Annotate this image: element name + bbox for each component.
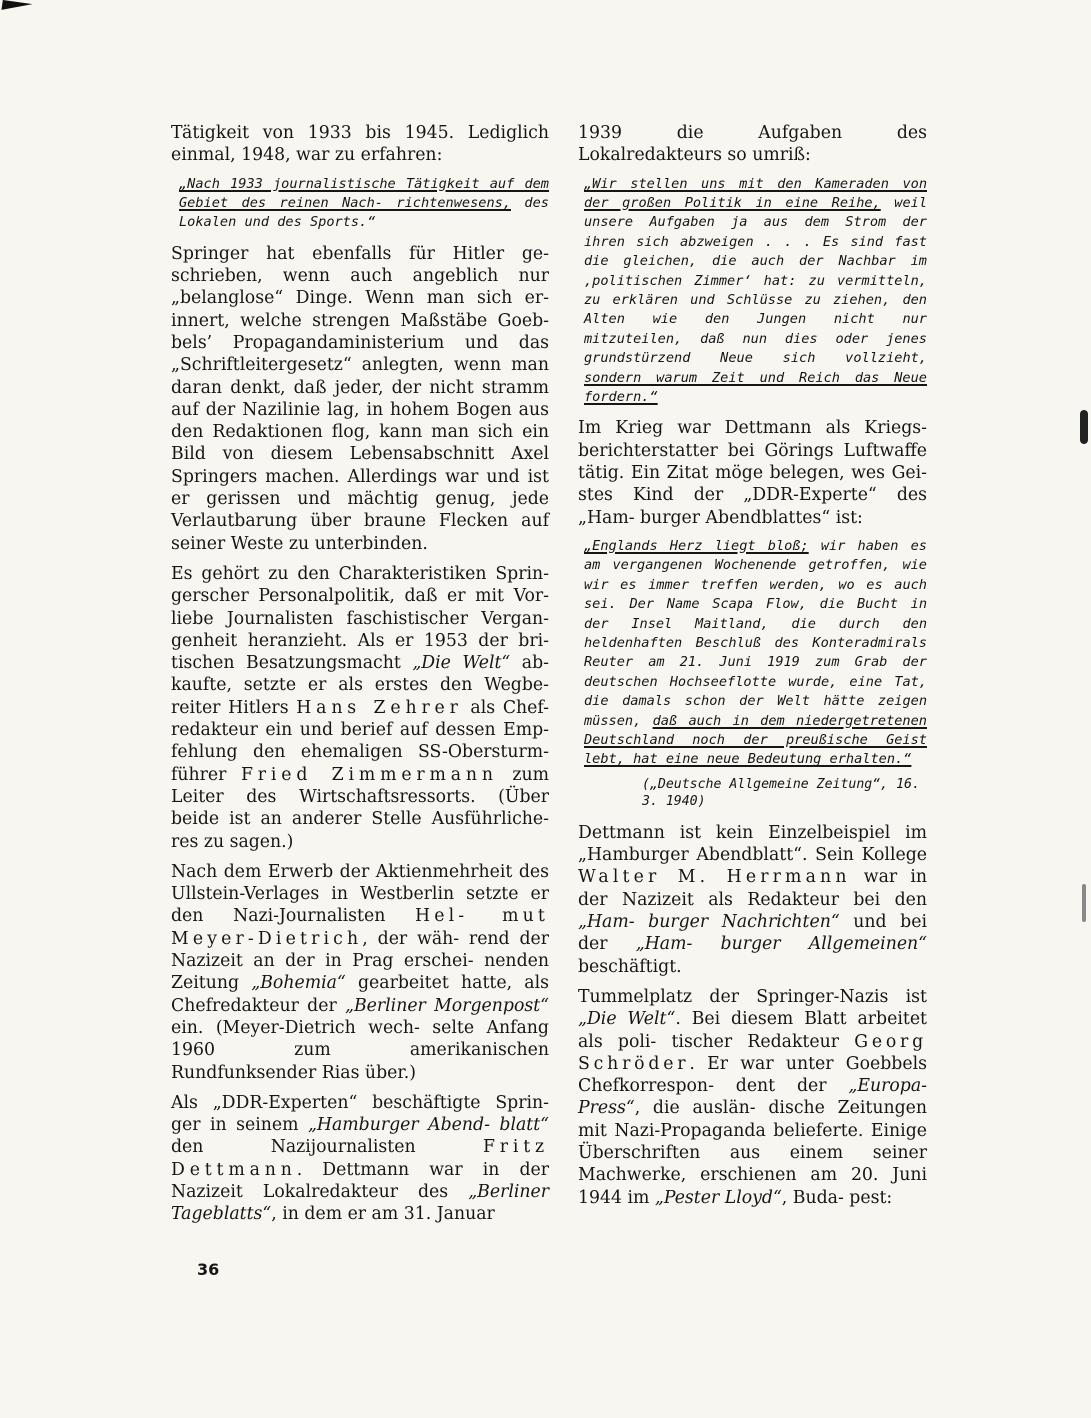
text-run: . Bei diesem Blatt arbeitet als poli- tischer Redakteur	[578, 1009, 927, 1052]
paragraph	[171, 861, 549, 1084]
text-run: beschäftigt.	[578, 956, 682, 977]
text-run: Es gehört zu den Charakteristiken Sprin- gerscher Personalpolitik, daß er mit Vor- liebe Journalisten faschistischer Vergan- genheit heranzieht. Als er 1953 der bri- tischen Besatzungsmacht	[171, 563, 549, 674]
text-run: Als „DDR-Experten“ beschäftigte Sprin- ger in seinem	[171, 1092, 549, 1136]
publication-name: „Europa-Press“	[578, 1076, 927, 1119]
left-column	[171, 122, 549, 1234]
underlined-text: „Englands Herz liegt bloß;	[584, 537, 809, 554]
paragraph: 1939 die Aufgaben des Lokalredakteurs so umriß:	[578, 123, 927, 166]
publication-name: „Hamburger Abend- blatt“	[307, 1115, 549, 1136]
text-run: , in dem er am 31. Januar	[271, 1204, 495, 1225]
quote-text: wir haben es am vergangenen Wochenende getroffen, wie wir es immer treffen werden, wo es auch sei. Der Name Scapa Flow, die Bucht in der Insel Maitland, die durch den heldenhaften Beschluß des Konteradmirals Reuter am 21. Juni 1919 zum Grab der deutschen Hochseeflotte wurde, eine Tat, die damals schon der Welt hätte zeigen müssen,	[584, 537, 927, 729]
person-name: Hel- mut Meyer-Dietrich	[171, 906, 549, 949]
paragraph: Springer hat ebenfalls für Hitler ge- schrieben, wenn auch angeblich nur „belanglose“ Dinge. Wenn man sich er- innert, welche strengen Maßstäbe Goeb- bels’ Propagandaministerium und das „Schriftleitergesetz“ anlegten, wenn man daran denkt, daß jeder, der nicht stramm auf der Nazilinie lag, in hohem Bogen aus den Redaktionen flog, kann man sich ein Bild von diesem Lebensabschnitt Axel Springers machen. Allerdings war und ist er gerissen und mächtig genug, jede Verlautbarung über braune Flecken auf seiner Weste zu unterbinden.	[171, 243, 549, 554]
text-run: ab- kaufte, setzte er als erstes den Wegbe- reiter Hitlers	[171, 653, 549, 718]
underlined-text: „Nach 1933 journalistische Tätigkeit auf dem Gebiet des reinen Nach- richtenwesens,	[179, 175, 549, 211]
publication-name: „Berliner Tageblatts“	[171, 1181, 549, 1225]
publication-name: „Berliner Morgenpost“	[345, 995, 549, 1016]
quote-text: weil unsere Aufgaben ja aus dem Strom der ihren sich abzweigen . . . Es sind fast die gleichen, die auch der Nachbar im ‚politischen Zimmer‘ hat: zu vermitteln, zu erklären und Schlüsse zu ziehen, den Alten wie den Jungen nicht nur mitzuteilen, daß nun dies oder jenes grundstürzend Neue sich vollzieht,	[584, 195, 928, 367]
binding-hole-mark	[1082, 884, 1086, 922]
text-run: gearbeitet hatte, als Chefredakteur der	[171, 973, 549, 1016]
publication-name: „Bohemia“	[251, 973, 346, 994]
paragraph	[578, 822, 927, 978]
right-column	[578, 122, 927, 1217]
text-run: den Nazijournalisten	[171, 1137, 483, 1158]
person-name: Fried Zimmermann	[240, 764, 498, 785]
paragraph	[578, 986, 927, 1209]
text-run: als Chef- redakteur ein und berief auf dessen Emp- fehlung den ehemaligen SS-Obersturm- führer	[171, 697, 550, 785]
block-quote	[584, 175, 927, 408]
person-name: Georg Schröder	[578, 1031, 927, 1074]
paragraph: Tätigkeit von 1933 bis 1945. Lediglich einmal, 1948, war zu erfahren:	[171, 123, 549, 166]
publication-name: „Die Welt“	[578, 1009, 676, 1030]
publication-name: „Pester Lloyd“	[654, 1187, 782, 1208]
person-name: Hans Zehrer	[296, 697, 463, 718]
binding-hole-mark	[1080, 410, 1088, 444]
paragraph	[171, 563, 549, 853]
publication-name: „Ham- burger Allgemeinen“	[635, 934, 928, 955]
publication-name: „Ham- burger Nachrichten“	[578, 912, 840, 933]
text-run: , der wäh- rend der Nazizeit an der in Prag erschei- nenden Zeitung	[171, 928, 549, 994]
text-run: , die auslän- dische Zeitungen mit Nazi-Propaganda belieferte. Einige Überschriften aus einem seiner Machwerke, erschienen am 20. Juni 1944 im	[578, 1098, 927, 1208]
paragraph: Im Krieg war Dettmann als Kriegs- berichterstatter bei Görings Luftwaffe tätig. Ein Zitat möge belegen, wes Gei- stes Kind der „DDR-Experte“ des „Ham- burger Abendblattes“ ist:	[578, 418, 927, 528]
text-run: und bei der	[578, 912, 927, 955]
text-run: war in der Nazizeit als Redakteur bei den	[578, 867, 928, 910]
text-run: ein. (Meyer-Dietrich wech- selte Anfang 1960 zum amerikanischen Rundfunksender Rias über.)	[171, 1017, 549, 1083]
publication-name: „Die Welt“	[412, 653, 511, 674]
text-run: Nach dem Erwerb der Aktienmehrheit des Ullstein-Verlages in Westberlin setzte er den Nazi-Journalisten	[171, 861, 549, 927]
text-run: Dettmann ist kein Einzelbeispiel im „Hamburger Abendblatt“. Sein Kollege	[578, 822, 927, 866]
person-name: Walter M. Herrmann	[578, 867, 851, 888]
text-run: . Er war unter Goebbels Chefkorrespon- dent der	[578, 1053, 927, 1097]
corner-scan-mark	[1, 0, 32, 14]
block-quote	[179, 175, 549, 233]
quote-source: („Deutsche Allgemeine Zeitung“, 16. 3. 1940)	[642, 776, 920, 809]
page-number: 36	[197, 1260, 220, 1279]
text-run: . Dettmann war in der Nazizeit Lokalredakteur des	[171, 1159, 549, 1202]
underlined-text: „Wir stellen uns mit den Kameraden von der großen Politik in eine Reihe,	[584, 175, 927, 211]
text-run: zum Leiter des Wirtschaftsressorts. (Über beide ist an anderer Stelle Ausführliche- res zu sagen.)	[171, 764, 549, 852]
block-quote	[584, 537, 927, 770]
text-run: , Buda- pest:	[781, 1187, 893, 1208]
underlined-text: daß auch in dem niedergetretenen Deutschland noch der preußische Geist lebt, hat eine neue Bedeutung erhalten.“	[584, 712, 927, 768]
underlined-text: sondern warum Zeit und Reich das Neue fordern.“	[584, 369, 927, 406]
paragraph	[171, 1092, 549, 1226]
person-name: Fritz Dettmann	[171, 1137, 549, 1180]
quote-text: des Lokalen und des Sports.“	[179, 195, 549, 231]
text-run: Tummelplatz der Springer-Nazis ist	[578, 986, 927, 1007]
